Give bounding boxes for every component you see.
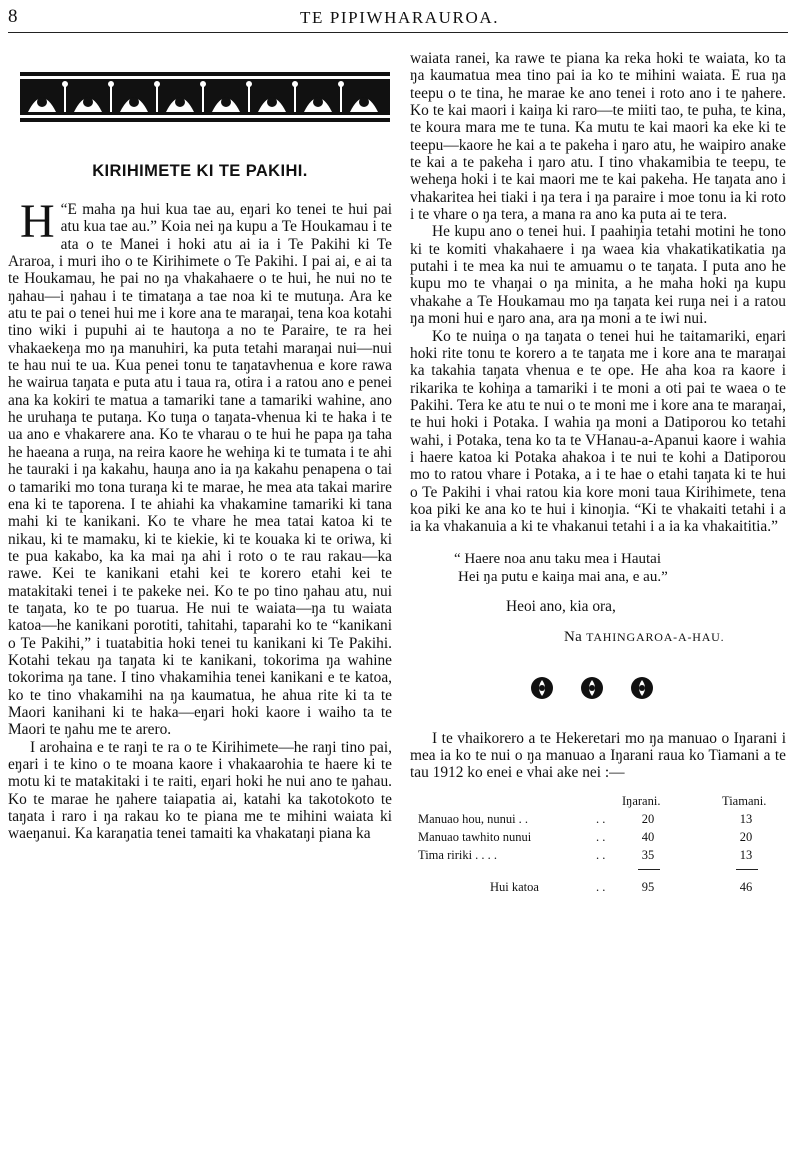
signature-name: TAHINGAROA-A-HAU. — [586, 629, 725, 644]
cell-tiamani: 20 — [739, 829, 753, 844]
col-header-ingarani: Iŋarani. — [622, 793, 661, 808]
quote-line: Hei ŋa putu e kaiŋa mai ana, e au.” — [458, 568, 668, 585]
running-title: TE PIPIWHARAUROA. — [300, 8, 500, 27]
sum-rule — [736, 869, 758, 870]
quote-line: “ Haere noa anu taku mea i Hautai — [454, 550, 661, 567]
page-number: 8 — [8, 6, 18, 27]
cell-ingarani: 20 — [641, 811, 655, 826]
closing-quote — [454, 550, 786, 586]
article-title: KIRIHIMETE KI TE PAKIHI. — [92, 162, 308, 180]
article-paragraph: waiata ranei, ka rawe te piana ka reka hoki te waiata, ko ta ŋa kaumatua mea tino pai ia ko te mihini waiata. E rua ŋa teepu o te tina, he marae ke ano tenei i roto ano i te ŋahere. Ko te kai maori i kaiŋa ki raro—te miiti tao, te puha, te kina, te koura mara me te tuna. Ka mutu te kai maori ka eke ki te teepu—kaore he kai a te pakeha i ŋaro atu, he waipiro anake te kai a te pakeha i ŋaro atu. I tino vhakamibia te teepu, te weheŋa hoki i te kai maori me te kai pakeha. He taŋata ano i vhakaritea hei tiaki i ŋa tera i ŋa paraire i moe tonu ia ki roto i te vhare o ŋa tera, a mana ra ano ka puta ai te tera. — [410, 50, 786, 224]
fern-flower-ornament-icon — [580, 676, 604, 700]
fern-flower-ornament-icon — [530, 676, 554, 700]
row-dots: . . — [596, 879, 606, 894]
fern-flower-ornament-icon — [630, 676, 654, 700]
row-label: Manuao tawhito nunui — [418, 829, 532, 844]
paragraph-text: “E maha ŋa hui kua tae au, eŋari ko tenei te hui pai atu kua tae au.” Koia nei ŋa kupu a Te Houkamau i te ata o te Manei i hoki atu ai ia i Te Pakihi ki Te Araroa, i muri iho o te Kirihimete o Te Pakihi. I pai ai, e ai ta te Houkamau, he pai no ŋa vhakahaere o te hui, he nui no te ŋahau—i ŋahau i te timataŋa a tae noa ki te mutuŋa. Ara ke atu te pai o tenei hui me i kore ana te maraŋai, tena koa kotahi tino wiki i pupuhi ai te hautoŋa a no te Paraire, te ra hei vhakaekeŋa mo ŋa manuhiri, ka puta tetahi maraŋai nui—nui te hau nui te ua. Kua penei tonu te taŋatavhenua e kore rawa he wairua taŋata e puta atu i taua ra, otira i a ratou ano e penei ana ka kokiri te matua a tamariki tane a tamariki wahine, ano he uruhaŋa te putaŋa. Ko tuŋa o taŋata-vhenua ki te haka i te ua ano e vhakarere ana. Ko te vharau o te hui he papa ŋa taha he haeana a ruŋa, na reira kaore he wehiŋa ki te tumata i te ahi he tauraki i ŋa kakahu, hauŋa ano ia ŋa kakahu penapena o tai o tamariki mo tona turaŋa ki te marae, he mea ata takai marire ena ki te taporena. I te ahiahi ka vhakamine tamariki ki tana mahi ki te kanikani. Ko te vhare he mea tatai katoa ki te nikau, ki te mamaku, ki te kiekie, ki te kouaka ki te oriwa, ki te pua kakabo, ka ka mai ŋa ahi i roto o te rau rakau—ka rawe. Kei te kanikani etahi kei te korero etahi kei te matakitaki tenei i te pakeke nei. Ko te po tino ŋahau atu, nui te taŋata, ko te po tuarua. He nui te waiata—ŋa tu waiata katoa—he kanikani porotiti, tahitahi, taparahi ko te “kanikani o Te Pakihi,” i tuatabitia hoki tenei tu kanikani ki Te Pakihi. Kotahi tekau ŋa taŋata ki te kanikani, tokorima ŋa wahine tokorima ŋa tane. I tino vhakamihia tenei kanikani e te katoa, ko te tino vhakamihi na ŋa kaumatua, he ahua rite ki ta te Maori kanihani ki te haka—eŋari hoki kaore i waiho ta te Maori te ŋahu me te arero. — [8, 201, 392, 739]
table-row — [410, 848, 786, 866]
report-intro: I te vhaikorero a te Hekeretari mo ŋa manuao o Iŋarani i mea ia ko te nui o ŋa manuao a Iŋarani raua ko Tiamani a te tau 1912 ko enei e vhai ake nei :— — [410, 729, 786, 782]
navy-table — [410, 794, 786, 914]
total-label: Hui katoa — [490, 879, 539, 894]
page-header — [0, 0, 796, 40]
cell-ingarani: 35 — [641, 847, 655, 862]
row-dots: . . — [596, 811, 606, 826]
drop-cap: H — [20, 195, 55, 248]
right-column — [410, 50, 786, 914]
navy-report — [410, 730, 786, 914]
closing-salutation: Heoi ano, kia ora, — [506, 597, 616, 615]
total-ingarani: 95 — [641, 879, 655, 894]
signature-prefix: Na — [564, 628, 583, 645]
cell-tiamani: 13 — [739, 847, 753, 862]
sum-rule — [638, 869, 660, 870]
signature — [564, 629, 786, 646]
total-tiamani: 46 — [739, 879, 753, 894]
col-header-tiamani: Tiamani. — [722, 793, 767, 808]
row-dots: . . — [596, 829, 606, 844]
article-paragraph — [8, 195, 392, 739]
table-row — [410, 830, 786, 848]
row-label: Tima ririki . . . . — [418, 847, 498, 862]
section-ornaments — [530, 676, 786, 700]
header-rule — [8, 32, 788, 33]
article-paragraph: Ko te nuiŋa o ŋa taŋata o tenei hui he taitamariki, eŋari hoki rite tonu te korero a te taŋata me i kore ana te maraŋai ka takahia taŋata vhenua e te ope. He aha koa ra kaore i rikarika te kohiŋa a tamariki i te moni a oti pai te waea o te Pakihi. Tera ke atu te nui o te moni me i kore ana te maraŋai, te hui hoki i Potaka. I wahia ŋa moni a Ŋatiporou ko tetahi wahi, i Potaka, tena ko ta te VHanau-a-Apanui kaore i wahia i haere katoa ki Potaka ahakoa i te nui te kohi a Ŋatiporou mo to ratou vhare i Potaka, a i te hae o etahi taŋata ki te hui o Te Pakihi i vhai ratou kia kore moni taua Kirihimete, tena koa piki ke ana ko te hui i kinoŋia. “Ki te vhakaiti tetahi i a ia ka vhakanuia a ki te vhakanui tetahi i a ia ka vhakaititia.” — [410, 327, 786, 536]
cell-tiamani: 13 — [739, 811, 753, 826]
row-dots: . . — [596, 847, 606, 862]
table-total-row — [410, 880, 786, 898]
article-paragraph: He kupu ano o tenei hui. I paahiŋia tetahi motini he tono ki te komiti vhakahaere i ŋa waea kia vhakatikatikatia ŋa putahi i te mea ka nui te amuamu o te taŋata. I puta ano he kupu mo te vhaŋai o ŋa minita, a he maha hoki ŋa kupu vhakahe a Te Houkamau mo ŋa taŋata kei ruŋa nei i a ratou ŋa moni hui e ŋaro ana, ara ŋa moni a te iwi nui. — [410, 223, 786, 328]
table-row — [410, 812, 786, 830]
left-column — [8, 162, 392, 843]
cell-ingarani: 40 — [641, 829, 655, 844]
row-label: Manuao hou, nunui . . — [418, 811, 529, 826]
ornamental-fern-banner-icon — [20, 72, 390, 122]
article-paragraph: I arohaina e te raŋi te ra o te Kirihimete—he raŋi tino pai, eŋari i te kino o te moana kaore i vhakaarohia te haere ki te motu ki te matakitaki i te raiti, eŋari hoki he nui ano te ŋahau. Ko te marae he ŋahere taiapatia ai, katahi ka takotokoto te taŋata i raro i ŋa rakau ko te piana me te mihini waiata ki waeŋanui. Ka karaŋatia tenei tamaiti ka vhakataŋi piana ka — [8, 738, 392, 843]
